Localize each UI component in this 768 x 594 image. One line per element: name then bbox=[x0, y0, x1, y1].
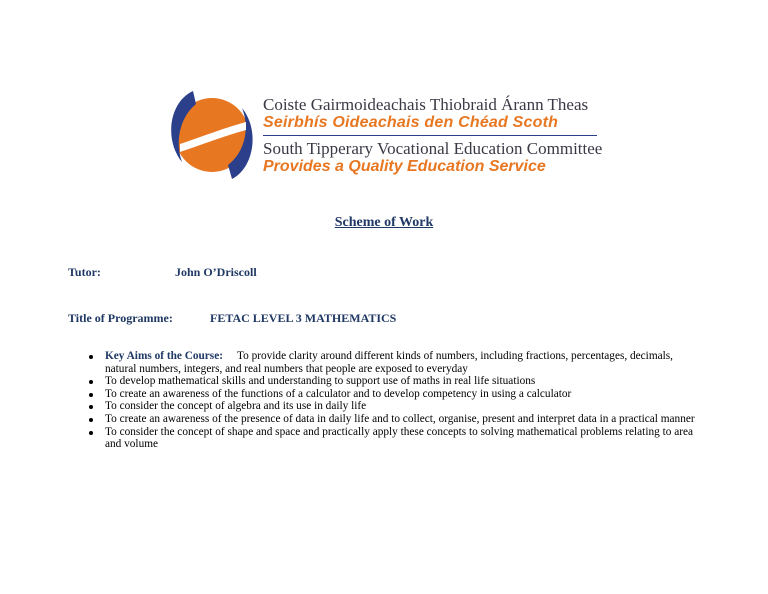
programme-value: FETAC LEVEL 3 MATHEMATICS bbox=[210, 311, 397, 325]
aim-text: To consider the concept of shape and space and practically apply these concepts to solving mathematical problems relating to area and volume bbox=[105, 425, 694, 451]
tutor-value: John O’Driscoll bbox=[175, 265, 257, 279]
list-item bbox=[86, 426, 706, 451]
aim-text: To develop mathematical skills and understanding to support use of maths in real life situations bbox=[105, 375, 536, 388]
list-item bbox=[86, 375, 706, 388]
aim-text: To create an awareness of the presence of data in daily life and to collect, organise, present and interpret data in a practical manner bbox=[105, 412, 695, 425]
logo-line-committee: South Tipperary Vocational Education Committee bbox=[263, 139, 603, 158]
document-title: Scheme of Work bbox=[334, 215, 434, 230]
aim-text: To consider the concept of algebra and its use in daily life bbox=[105, 400, 367, 413]
aim-text: To provide clarity around different kinds of numbers, including fractions, percentages, decimals, natural numbers, integers, and real numbers that people are exposed to everyday bbox=[105, 350, 673, 375]
logo-line-tagline: Provides a Quality Education Service bbox=[263, 158, 546, 175]
logo-divider bbox=[263, 135, 597, 136]
logo-line-irish-committee: Coiste Gairmoideachais Thiobraid Árann Theas bbox=[263, 95, 589, 114]
tutor-label: Tutor: bbox=[68, 265, 101, 279]
list-item bbox=[86, 413, 706, 426]
aims-heading: Key Aims of the Course: bbox=[105, 350, 223, 362]
list-item bbox=[86, 350, 706, 375]
list-item bbox=[86, 400, 706, 413]
vec-logo bbox=[166, 88, 606, 183]
list-item bbox=[86, 388, 706, 401]
programme-label: Title of Programme: bbox=[68, 311, 173, 325]
aim-text: To create an awareness of the functions of a calculator and to develop competency in using a calculator bbox=[105, 387, 572, 400]
aims-list bbox=[86, 350, 706, 451]
vec-emblem-icon bbox=[166, 88, 258, 183]
logo-line-irish-tagline: Seirbhís Oideachais den Chéad Scoth bbox=[263, 114, 559, 131]
